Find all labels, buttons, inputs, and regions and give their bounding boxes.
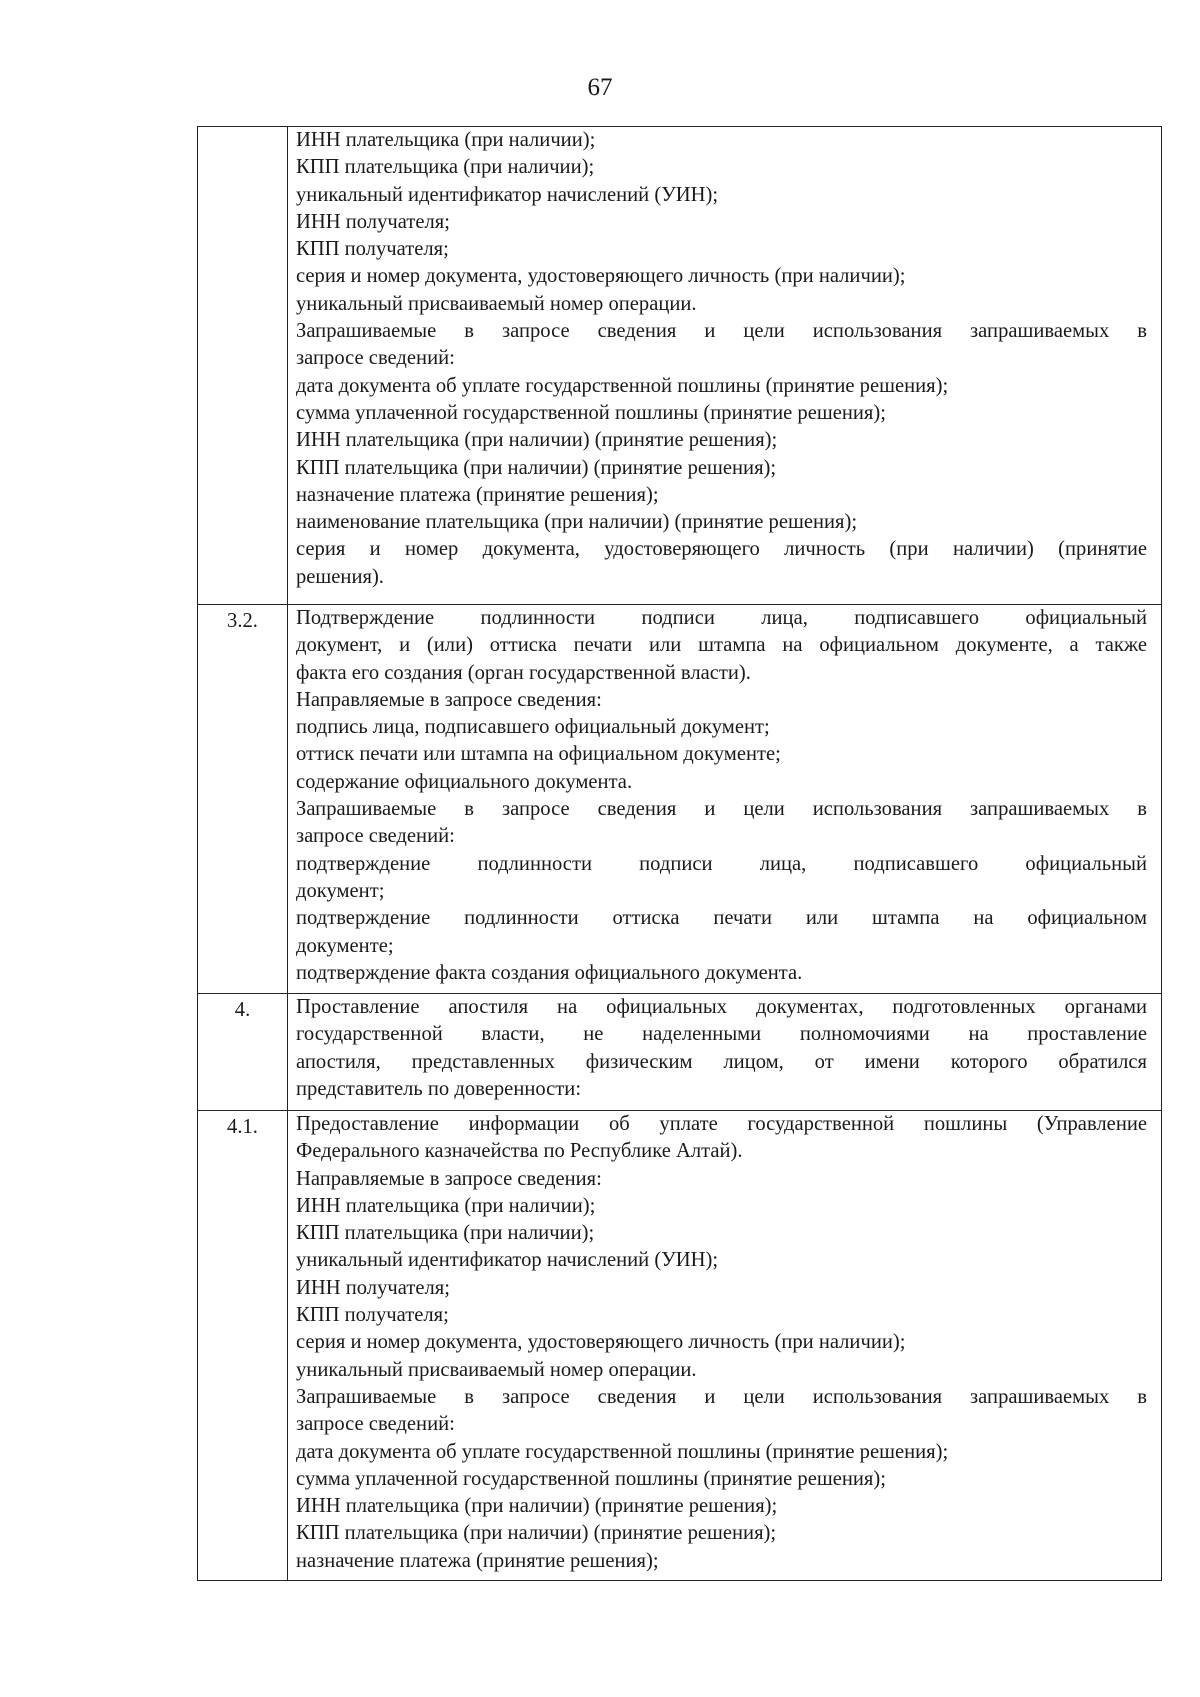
text-line: апостиля, представленных физическим лицом, от имени которого обратился	[296, 1050, 1147, 1073]
row-content-cell	[288, 127, 1162, 605]
text-line: ИНН получателя;	[296, 210, 450, 233]
row-content-cell	[288, 605, 1162, 994]
text-line: содержание официального документа.	[296, 770, 633, 793]
text-line: Запрашиваемые в запросе сведения и цели использования запрашиваемых в	[296, 320, 1147, 343]
text-line: дата документа об уплате государственной пошлины (принятие решения);	[296, 374, 949, 397]
text-line: Подтверждение подлинности подписи лица, подписавшего официальный	[296, 607, 1147, 629]
text-line: уникальный идентификатор начислений (УИН);	[296, 1249, 719, 1272]
text-line: КПП получателя;	[296, 238, 449, 261]
text-line: КПП плательщика (при наличии) (принятие решения);	[296, 456, 777, 479]
text-line: серия и номер документа, удостоверяющего личность (при наличии);	[296, 265, 906, 288]
table-row-4-1	[198, 1111, 1162, 1581]
text-line: уникальный идентификатор начислений (УИН);	[296, 183, 719, 206]
row-number-cell	[198, 127, 288, 605]
text-line: ИНН плательщика (при наличии);	[296, 129, 596, 151]
text-line: ИНН плательщика (при наличии) (принятие решения);	[296, 1495, 778, 1518]
text-line: подтверждение факта создания официального документа.	[296, 961, 803, 984]
text-line: Направляемые в запросе сведения:	[296, 1167, 602, 1190]
text-line: назначение платежа (принятие решения);	[296, 483, 659, 506]
row-number-cell	[198, 1111, 288, 1581]
text-line: документ;	[296, 879, 385, 902]
text-line: Запрашиваемые в запросе сведения и цели использования запрашиваемых в	[296, 1385, 1147, 1408]
text-line: Направляемые в запросе сведения:	[296, 688, 602, 711]
text-line: подпись лица, подписавшего официальный документ;	[296, 716, 770, 739]
text-line: запросе сведений:	[296, 825, 455, 848]
row-number: 4.	[234, 999, 251, 1021]
table-row-3-2	[198, 605, 1162, 994]
text-line: серия и номер документа, удостоверяющего личность (при наличии);	[296, 1331, 906, 1354]
text-line: Федерального казначейства по Республике Алтай).	[296, 1140, 743, 1163]
row-number-cell	[198, 605, 288, 994]
text-line: Предоставление информации об уплате государственной пошлины (Управление	[296, 1113, 1147, 1135]
text-line: Запрашиваемые в запросе сведения и цели использования запрашиваемых в	[296, 798, 1147, 821]
text-line: решения).	[296, 565, 384, 588]
text-line: ИНН плательщика (при наличии);	[296, 1194, 596, 1217]
text-line: дата документа об уплате государственной пошлины (принятие решения);	[296, 1440, 949, 1463]
text-line: документ, и (или) оттиска печати или штампа на официальном документе, а также	[296, 634, 1147, 657]
text-line: КПП плательщика (при наличии);	[296, 156, 595, 179]
text-line: назначение платежа (принятие решения);	[296, 1549, 659, 1572]
text-line: сумма уплаченной государственной пошлины (принятие решения);	[296, 401, 886, 424]
services-table	[197, 126, 1162, 1581]
text-line: КПП плательщика (при наличии);	[296, 1222, 595, 1245]
row-number-cell	[198, 994, 288, 1111]
row-content-cell	[288, 994, 1162, 1111]
page-number: 67	[587, 74, 613, 101]
text-line: подтверждение подлинности оттиска печати или штампа на официальном	[296, 907, 1147, 930]
text-line: наименование плательщика (при наличии) (принятие решения);	[296, 511, 858, 534]
text-line: уникальный присваиваемый номер операции.	[296, 292, 697, 315]
text-line: сумма уплаченной государственной пошлины (принятие решения);	[296, 1467, 886, 1490]
text-line: КПП получателя;	[296, 1304, 449, 1327]
text-line: КПП плательщика (при наличии) (принятие решения);	[296, 1522, 777, 1545]
text-line: Проставление апостиля на официальных документах, подготовленных органами	[296, 996, 1147, 1018]
row-content-cell	[288, 1111, 1162, 1581]
text-line: ИНН плательщика (при наличии) (принятие решения);	[296, 429, 778, 452]
text-line: серия и номер документа, удостоверяющего личность (при наличии) (принятие	[296, 538, 1147, 561]
table-row-continuation	[198, 127, 1162, 605]
text-line: подтверждение подлинности подписи лица, подписавшего официальный	[296, 852, 1147, 875]
row-number: 3.2.	[227, 610, 258, 632]
text-line: документе;	[296, 934, 394, 957]
text-line: ИНН получателя;	[296, 1276, 450, 1299]
text-line: представитель по доверенности:	[296, 1077, 582, 1100]
table-row-4	[198, 994, 1162, 1111]
text-line: государственной власти, не наделенными полномочиями на проставление	[296, 1023, 1147, 1046]
text-line: оттиск печати или штампа на официальном документе;	[296, 743, 781, 766]
text-line: запросе сведений:	[296, 347, 455, 370]
text-line: факта его создания (орган государственной власти).	[296, 661, 751, 684]
text-line: уникальный присваиваемый номер операции.	[296, 1358, 697, 1381]
row-number: 4.1.	[227, 1116, 258, 1138]
text-line: запросе сведений:	[296, 1413, 455, 1436]
